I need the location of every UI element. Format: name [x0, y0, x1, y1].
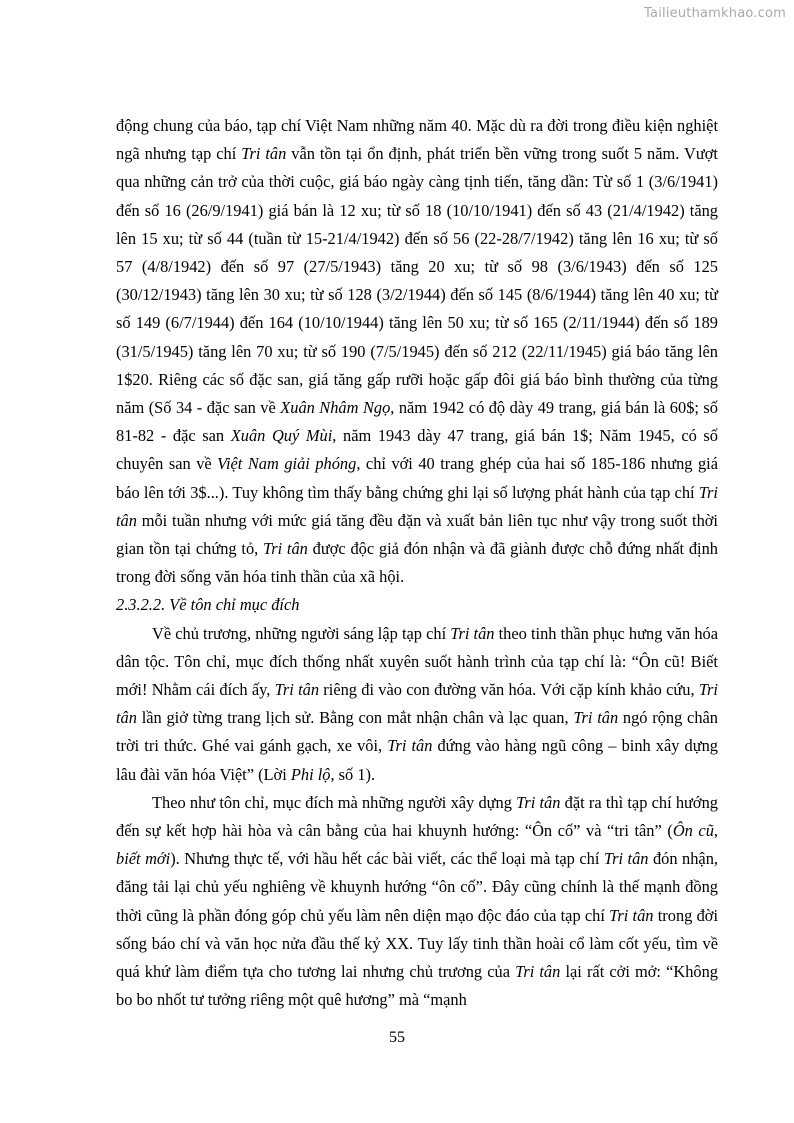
text-segment: động chung của báo, tạp chí Việt Nam những năm 40. Mặc dù ra đời trong điều kiện nghiệt ngã nhưng tạp chí	[116, 116, 718, 164]
page-number: 55	[389, 1029, 405, 1046]
italic-text: Tri tân	[116, 680, 718, 728]
text-segment: mỗi tuần nhưng với mức giá tăng đều đặn và xuất bản liên tục như vậy trong suốt thời gian tồn tại chứng tỏ,	[116, 510, 718, 559]
italic-text: Tri tân	[515, 962, 561, 982]
italic-text: Ôn cũ	[672, 821, 714, 841]
text-segment: vẫn tồn tại ổn định, phát triển bền vững trong suốt 5 năm. Vượt qua những cản trở của thời cuộc, giá báo ngày càng tịnh tiến, tăng dần: Từ số 1 (3/6/1941) đến số 16 (26/9/1941) giá bán là 12 xu; từ số 18 (10/10/1941) đến số 43 (21/4/1942) tăng lên 15 xu; từ số 44 (tuần từ 15-21/4/1942) đến số 56 (22-28/7/1942) tăng lên 16 xu; từ số 57 (4/8/1942) đến số 97 (27/5/1943) tăng 20 xu; từ số 98 (3/6/1943) đến số 125 (30/12/1943) tăng lên 30 xu; từ số 128 (3/2/1944) đến số 145 (8/6/1944) tăng lên 40 xu; từ số 149 (6/7/1944) đến 164 (10/10/1944) tăng lên 50 xu; từ số 165 (2/11/1944) đến số 189 (31/5/1945) tăng lên 70 xu; từ số 190 (7/5/1945) đến số 212 (22/11/1945) giá báo tăng lên 1$20. Riêng các số đặc san, giá tăng gấp rưỡi hoặc gấp đôi giá báo bình thường của từng năm (Số 34 - đặc san về	[116, 144, 718, 418]
italic-text: Phi lộ	[290, 764, 331, 784]
italic-text: Tri tân	[263, 539, 308, 559]
text-segment: Về chủ trương, những người sáng lập tạp chí	[152, 623, 451, 643]
text-segment: ). Nhưng thực tế, với hầu hết các bài viết, các thể loại mà tạp chí	[170, 849, 604, 869]
text-segment: đón nhận, đăng tải lại chủ yếu nghiêng về khuynh hướng “ôn cố”. Đây cũng chính là thế mạnh đồng thời cũng là phần đóng góp chủ yếu làm nên diện mạo độc đáo của tạp chí	[116, 849, 718, 925]
text-segment: ngó rộng chân trời tri thức. Ghé vai gánh gạch, xe vôi,	[116, 708, 718, 756]
italic-text: Tri tân	[116, 482, 718, 530]
italic-text: Xuân Nhâm Ngọ	[280, 398, 391, 418]
italic-text: Việt Nam giải phóng	[217, 454, 357, 474]
text-segment: , số 1).	[330, 764, 376, 784]
text-segment: lần giở từng trang lịch sử. Bằng con mắt nhận chân và lạc quan,	[136, 708, 574, 728]
document-body	[116, 112, 718, 1015]
text-segment: trong đời sống báo chí và văn học nửa đầu thế kỷ XX. Tuy lấy tinh thần hoài cổ làm cốt yếu, tìm về quá khứ làm điểm tựa cho tương lai nhưng chủ trương của	[116, 905, 719, 982]
text-segment: lại rất cởi mở: “Không bo bo nhốt tư tưởng riêng một quê hương” mà “mạnh	[116, 962, 718, 1010]
italic-text: Tri tân	[603, 849, 649, 869]
text-segment: , chỉ với 40 trang ghép của hai số 185-186 nhưng giá báo lên tới 3$...). Tuy không tìm thấy bằng chứng ghi lại số lượng phát hành của tạp chí	[116, 454, 718, 502]
italic-text: Tri tân	[241, 144, 287, 164]
italic-text: Tri tân	[573, 708, 619, 728]
text-segment: , năm 1943 dày 47 trang, giá bán 1$; Năm 1945, có số chuyên san về	[116, 426, 718, 474]
text-segment: đặt ra thì tạp chí hướng đến sự kết hợp hài hòa và cân bằng của hai khuynh hướng: “Ôn cố” và “tri tân” (	[116, 792, 718, 841]
section-heading	[116, 591, 718, 619]
paragraph-mission	[116, 620, 718, 789]
text-segment: đứng vào hàng ngũ công – binh xây dựng lâu đài văn hóa Việt” (Lời	[116, 736, 718, 784]
italic-text: Tri tân	[387, 736, 433, 756]
text-segment: theo tinh thần phục hưng văn hóa dân tộc. Tôn chỉ, mục đích thống nhất xuyên suốt hành trình của tạp chí là: “Ôn cũ! Biết mới! Nhằm cái đích ấy,	[116, 623, 718, 700]
paragraph-price-history	[116, 112, 718, 591]
italic-text: Tri tân	[274, 680, 320, 700]
italic-text: Tri tân	[516, 792, 561, 812]
text-segment: 2.3.2.2. Về tôn chỉ mục đích	[116, 595, 300, 615]
italic-text: Tri tân	[450, 623, 495, 643]
text-segment: được độc giả đón nhận và đã giành được chỗ đứng nhất định trong đời sống văn hóa tinh thần của xã hội.	[116, 539, 718, 587]
text-segment: riêng đi vào con đường văn hóa. Với cặp kính khảo cứu,	[319, 680, 699, 700]
site-watermark: Tailieuthamkhao.com	[644, 6, 786, 21]
italic-text: Tri tân	[609, 905, 654, 925]
text-segment: ,	[713, 821, 718, 841]
paragraph-orientation	[116, 789, 718, 1015]
italic-text: biết mới	[116, 849, 171, 869]
italic-text: Xuân Quý Mùi	[230, 426, 333, 446]
text-segment: Theo như tôn chỉ, mục đích mà những người xây dựng	[152, 792, 517, 812]
text-segment: , năm 1942 có độ dày 49 trang, giá bán là 60$; số 81-82 - đặc san	[116, 398, 718, 446]
